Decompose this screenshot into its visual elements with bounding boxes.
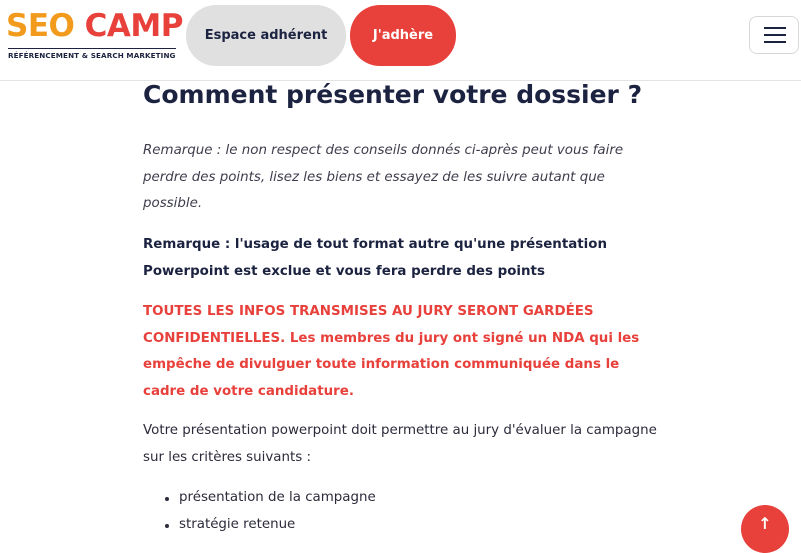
criteria-list bbox=[161, 485, 376, 538]
remark-bold: Remarque : l'usage de tout format autre qu'une présentation Powerpoint est exclue et vous fera perdre des points bbox=[143, 237, 607, 279]
confidential-notice: TOUTES LES INFOS TRANSMISES AU JURY SERONT GARDÉES CONFIDENTIELLES. Les membres du jury ont signé un NDA qui les empêche de divulguer toute information communiquée dans le cadre de votre candidature. bbox=[143, 304, 640, 399]
menu-bar bbox=[764, 34, 786, 36]
logo-camp-text: CAMP bbox=[84, 8, 183, 44]
site-header bbox=[0, 0, 801, 81]
menu-bar bbox=[764, 27, 786, 29]
logo-wordmark bbox=[6, 8, 183, 44]
join-button[interactable]: J'adhère bbox=[350, 5, 456, 66]
hamburger-menu-icon[interactable] bbox=[749, 16, 799, 54]
list-item: stratégie retenue bbox=[161, 512, 376, 539]
logo-seo-text: SEO bbox=[6, 8, 75, 44]
seo-camp-logo[interactable] bbox=[6, 8, 183, 64]
menu-bar bbox=[764, 41, 786, 43]
arrow-up-icon[interactable]: ↑ bbox=[741, 505, 789, 553]
remark-italic: Remarque : le non respect des conseils donnés ci-après peut vous faire perdre des points, lisez les biens et essayez de les suivre autant que possible. bbox=[143, 143, 624, 211]
criteria-intro: Votre présentation powerpoint doit permettre au jury d'évaluer la campagne sur les critères suivants : bbox=[143, 423, 657, 465]
member-space-button[interactable]: Espace adhérent bbox=[186, 5, 346, 66]
page-title: Comment présenter votre dossier ? bbox=[143, 80, 643, 109]
list-item: présentation de la campagne bbox=[161, 485, 376, 512]
logo-subtitle: RÉFÉRENCEMENT & SEARCH MARKETING bbox=[8, 48, 176, 60]
